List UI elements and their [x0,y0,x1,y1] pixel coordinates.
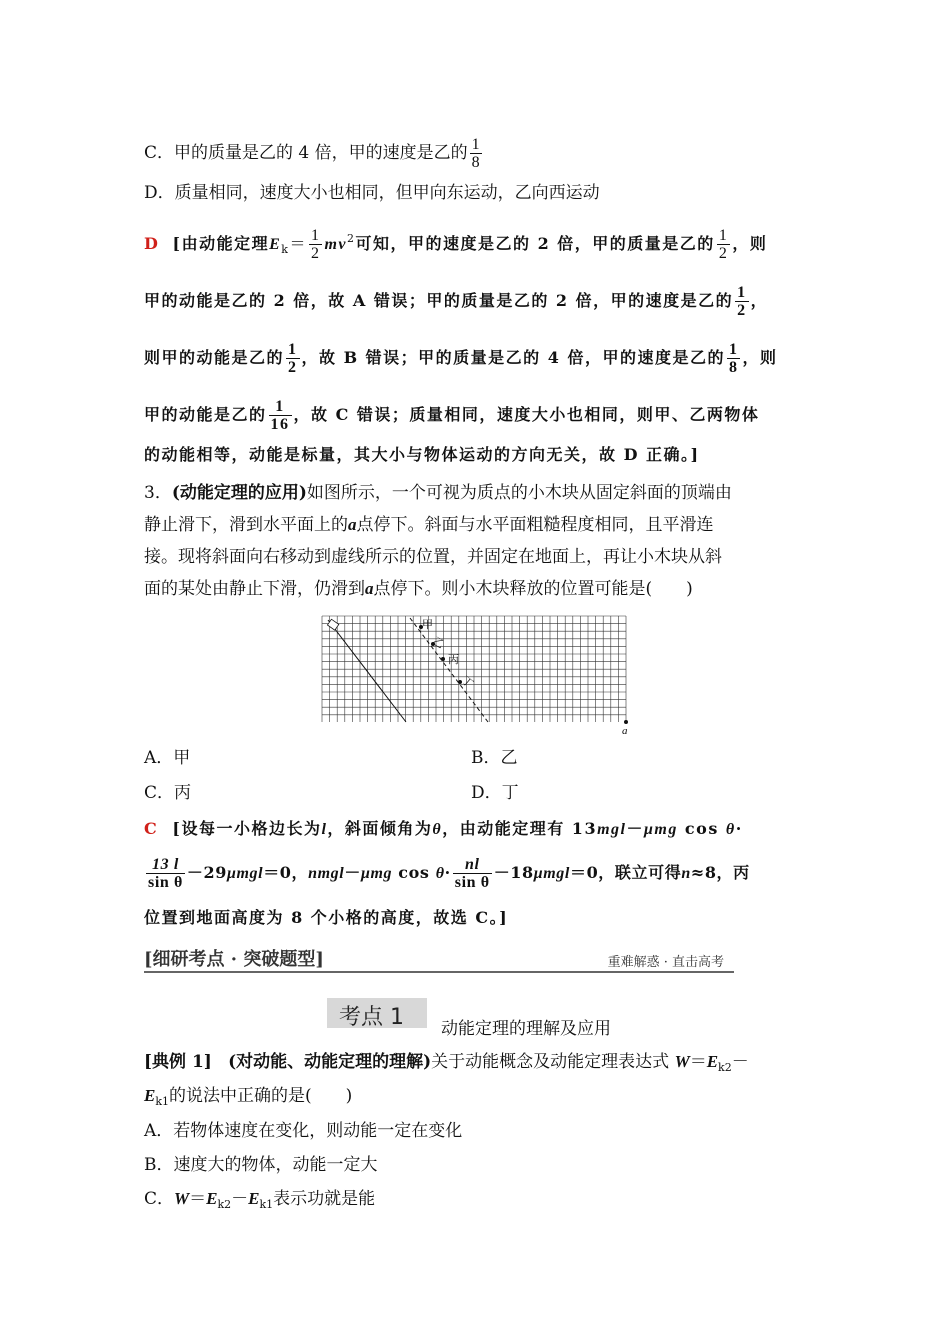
moved-incline-dashed [410,618,488,722]
q3-solution-line-3: 位置到地面高度为 8 个小格的高度，故选 C。] [144,908,509,927]
prev-solution-line-1: D [由动能定理$E_k=$ $\frac{1}{2}$ $mv^2$可知，甲的速度是乙的 2 倍，甲的质量是乙的 $\frac{1}{2}$ ，则 [144,227,768,262]
prev-solution-line-3: 则甲的动能是乙的 $\frac{1}{2}$ ，故 B 错误；甲的质量是乙的 4 倍，甲的速度是乙的 $\frac{1}{8}$ ，则 [144,341,778,376]
q3-option-d: D．丁 [471,783,519,803]
q3-option-a: A．甲 [144,748,191,768]
option-d-prev: D．质量相同，速度大小也相同，但甲向东运动，乙向西运动 [144,183,600,203]
q3-solution-line-2: $\frac{13 l}{\text{sin θ}}$ －29μmgl＝0，nmgl－μmg cos θ· $\frac{nl}{\text{sin θ}}$ －18μmgl＝0，联立可得n≈8，丙 [148,856,750,891]
example1-option-c: C．$W=E_{k2}-E_{k1}$表示功就是能 [144,1189,376,1211]
label-yi: 乙 [430,634,447,652]
label-bing: 丙 [448,653,459,666]
position-bing-dot [441,657,445,661]
prev-solution-line-4: 甲的动能是乙的 $\frac{1}{16}$ ，故 C 错误；质量相同，速度大小也相同，则甲、乙两物体 [144,398,760,433]
example1-option-a: A．若物体速度在变化，则动能一定在变化 [144,1121,463,1141]
original-incline [328,620,406,722]
q3-solution-line-1: C [设每一小格边长为l，斜面倾角为θ，由动能定理有 13mgl－μmg cos θ· [144,819,743,838]
q3-option-c: C．丙 [144,783,192,803]
example1-line-1: [典例 1] (对动能、动能定理的理解)关于动能概念及动能定理表达式 $W=E_{k2}-$ [144,1052,749,1074]
option-c-prev: C．甲的质量是乙的 4 倍，甲的速度是乙的 $\frac{1}{8}$ [144,136,480,171]
label-jia: 甲 [422,618,433,631]
example1-option-b: B．速度大的物体，动能一定大 [144,1155,378,1175]
q3-line-4: 面的某处由静止下滑，仍滑到a点停下。则小木块释放的位置可能是( ) [144,579,693,599]
incline-grid-figure [318,612,638,736]
kaodian-title: 动能定理的理解及应用 [441,1019,611,1039]
q3-line-2: 静止滑下，滑到水平面上的a点停下。斜面与水平面粗糙程度相同，且平滑连 [144,515,714,535]
section-banner [144,945,734,973]
point-a-label: a [622,725,628,736]
fraction: $\frac{1}{8}$ [471,136,480,171]
label-ding: 丁 [458,673,476,691]
prev-solution-line-2: 甲的动能是乙的 2 倍，故 A 错误；甲的质量是乙的 2 倍，甲的速度是乙的 $\frac{1}{2}$ ， [144,284,769,319]
q3-line-3: 接。现将斜面向右移动到虚线所示的位置，并固定在地面上，再让小木块从斜 [144,547,722,567]
kaodian-badge: 考点 1 [327,998,427,1028]
point-a-dot [624,720,628,724]
q3-option-b: B．乙 [471,748,518,768]
prev-solution-line-5: 的动能相等，动能是标量，其大小与物体运动的方向无关，故 D 正确。] [144,445,700,464]
banner-subtitle: 重难解惑 · 直击高考 [607,955,724,970]
banner-title: [细研考点 · 突破题型] [144,949,324,970]
example1-line-2: $E_{k1}$的说法中正确的是( ) [144,1086,353,1108]
q3-line-1: 3．(动能定理的应用)如图所示，一个可视为质点的小木块从固定斜面的顶端由 [144,483,732,503]
